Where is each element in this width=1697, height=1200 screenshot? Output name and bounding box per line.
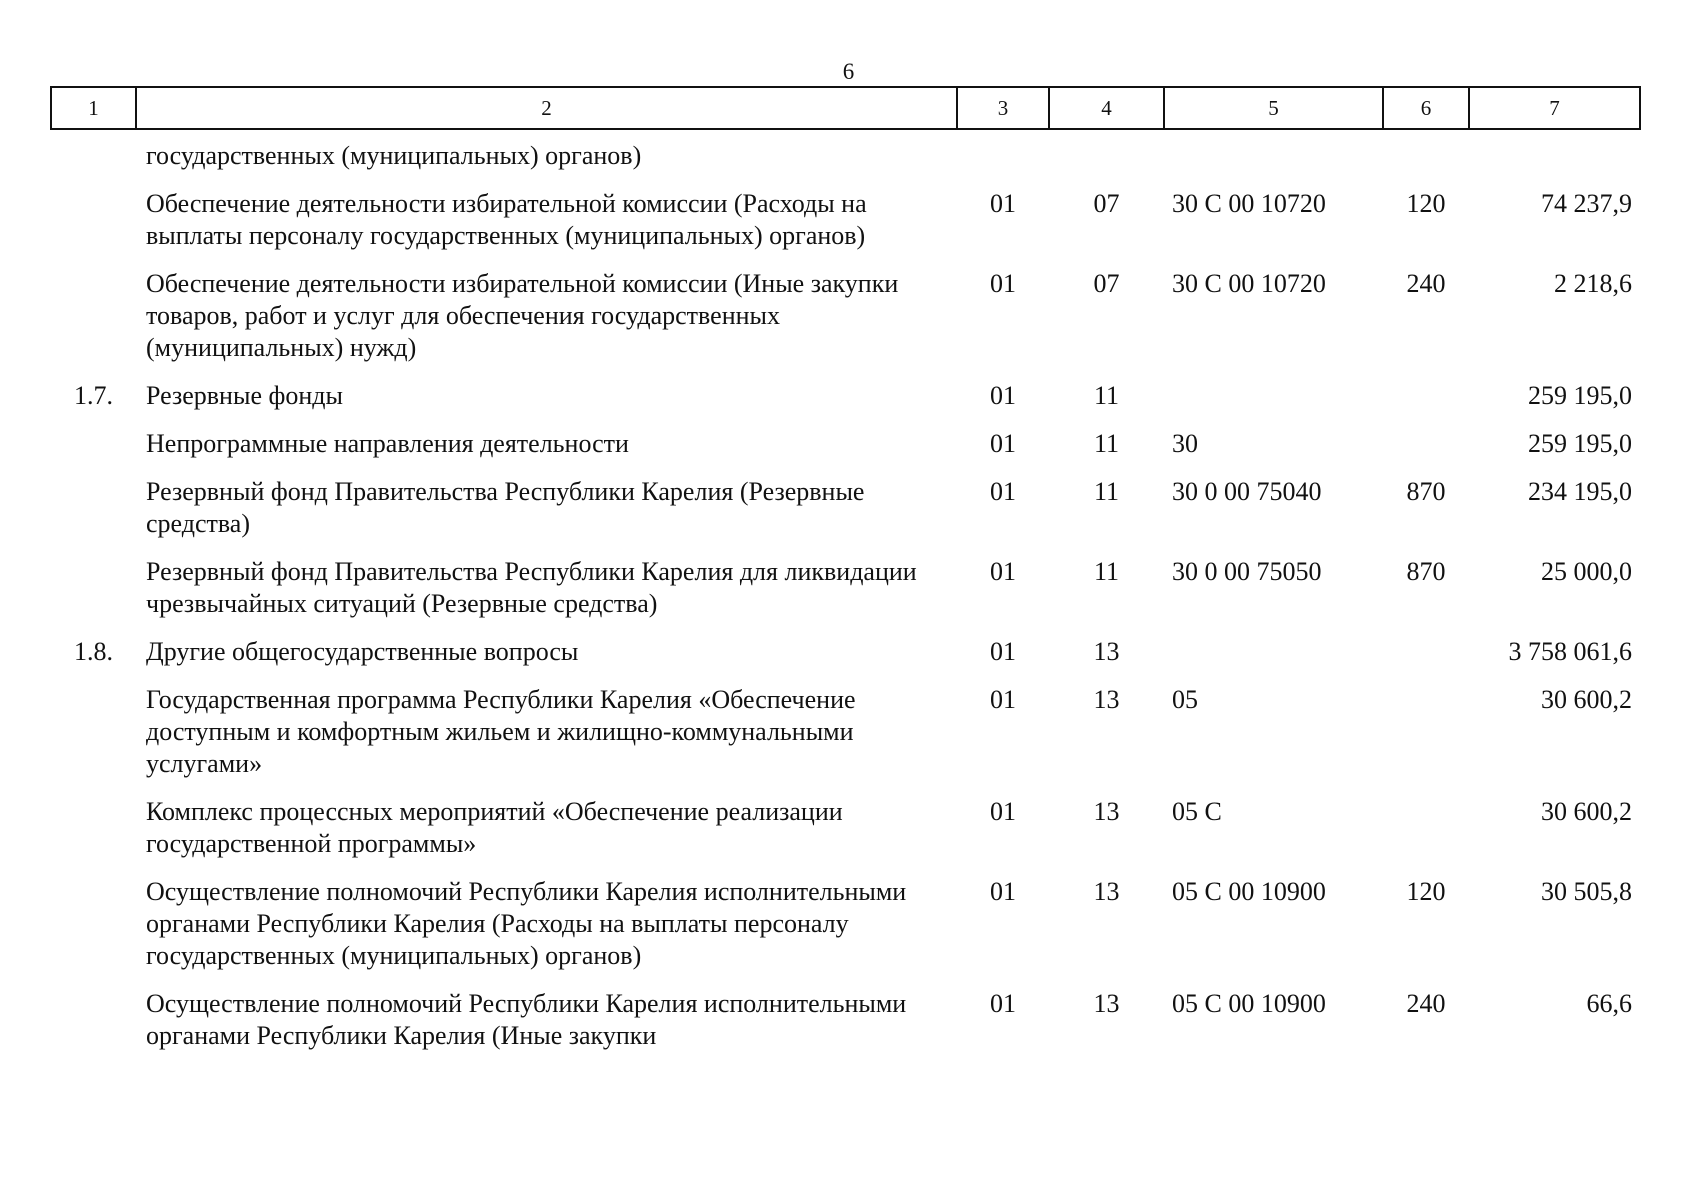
row-name: Резервный фонд Правительства Республики Карелия (Резервные средства) (146, 477, 865, 538)
row-expense-type: 240 (1406, 989, 1446, 1018)
header-col-2: 2 (136, 87, 957, 129)
header-col-5: 5 (1164, 87, 1383, 129)
row-amount: 259 195,0 (1528, 381, 1632, 410)
row-amount: 3 758 061,6 (1508, 637, 1632, 666)
table-row (51, 380, 1640, 428)
row-subsection: 11 (1093, 429, 1120, 458)
row-section: 01 (990, 989, 1016, 1018)
header-col-6: 6 (1383, 87, 1469, 129)
row-target-code: 05 С (1172, 797, 1222, 826)
header-col-7: 7 (1469, 87, 1640, 129)
row-expense-type (1383, 380, 1469, 428)
row-number (51, 796, 136, 876)
row-target-code: 05 С 00 10900 (1172, 877, 1326, 906)
row-name: Осуществление полномочий Республики Карелия исполнительными органами Республики Карелия (Расходы на выплаты персоналу государственных (муниципальных) органов) (146, 877, 907, 970)
header-col-1: 1 (51, 87, 136, 129)
row-name: государственных (муниципальных) органов) (146, 141, 642, 170)
row-target-code (1164, 129, 1383, 188)
row-amount: 66,6 (1586, 989, 1632, 1018)
table-row (51, 636, 1640, 684)
table-row (51, 556, 1640, 636)
row-name: Резервные фонды (146, 381, 343, 410)
row-subsection: 11 (1093, 557, 1120, 586)
row-section: 01 (990, 477, 1016, 506)
budget-table (50, 86, 1641, 1068)
row-subsection: 13 (1093, 877, 1120, 906)
table-body (51, 129, 1640, 1068)
row-target-code: 30 (1172, 429, 1198, 458)
row-expense-type: 870 (1406, 477, 1446, 506)
row-name: Другие общегосударственные вопросы (146, 637, 579, 666)
table-row (51, 684, 1640, 796)
row-name: Государственная программа Республики Карелия «Обеспечение доступным и комфортным жильем и жилищно-коммунальными услугами» (146, 685, 856, 778)
row-section: 01 (990, 381, 1016, 410)
row-subsection: 13 (1093, 797, 1120, 826)
row-target-code (1164, 636, 1383, 684)
row-name: Обеспечение деятельности избирательной комиссии (Расходы на выплаты персоналу государственных (муниципальных) органов) (146, 189, 867, 250)
row-number (51, 268, 136, 380)
row-section: 01 (990, 189, 1016, 218)
row-number (51, 428, 136, 476)
row-name: Осуществление полномочий Республики Карелия исполнительными органами Республики Карелия (Иные закупки (146, 989, 907, 1050)
header-col-4: 4 (1049, 87, 1164, 129)
row-number (51, 476, 136, 556)
row-number (51, 129, 136, 188)
row-amount: 74 237,9 (1541, 189, 1632, 218)
header-row (51, 87, 1640, 129)
row-expense-type: 240 (1406, 269, 1446, 298)
row-subsection: 07 (1093, 189, 1120, 218)
row-target-code (1164, 380, 1383, 428)
table-row (51, 876, 1640, 988)
row-name: Резервный фонд Правительства Республики Карелия для ликвидации чрезвычайных ситуаций (Резервные средства) (146, 557, 917, 618)
row-subsection (1049, 129, 1164, 188)
table-row (51, 188, 1640, 268)
row-number: 1.7. (74, 381, 113, 410)
row-section: 01 (990, 797, 1016, 826)
row-number: 1.8. (74, 637, 113, 666)
row-amount: 259 195,0 (1528, 429, 1632, 458)
row-subsection: 13 (1093, 989, 1120, 1018)
row-expense-type: 120 (1406, 877, 1446, 906)
page-number: 6 (842, 59, 855, 84)
row-number (51, 556, 136, 636)
table-row (51, 129, 1640, 188)
row-expense-type: 120 (1406, 189, 1446, 218)
row-amount: 234 195,0 (1528, 477, 1632, 506)
row-section: 01 (990, 877, 1016, 906)
row-number (51, 684, 136, 796)
row-section: 01 (990, 429, 1016, 458)
row-amount (1469, 129, 1640, 188)
row-expense-type (1383, 796, 1469, 876)
header-col-3: 3 (957, 87, 1049, 129)
row-target-code: 05 (1172, 685, 1198, 714)
row-section: 01 (990, 269, 1016, 298)
table-row (51, 428, 1640, 476)
row-target-code: 30 С 00 10720 (1172, 189, 1326, 218)
row-name: Обеспечение деятельности избирательной комиссии (Иные закупки товаров, работ и услуг для обеспечения государственных (муниципальных) нужд) (146, 269, 899, 362)
table-row (51, 796, 1640, 876)
row-amount: 30 600,2 (1541, 797, 1632, 826)
row-section: 01 (990, 557, 1016, 586)
row-amount: 25 000,0 (1541, 557, 1632, 586)
row-number (51, 188, 136, 268)
table-header (51, 87, 1640, 129)
row-subsection: 13 (1093, 637, 1120, 666)
row-number (51, 988, 136, 1068)
row-subsection: 11 (1093, 477, 1120, 506)
table-row (51, 476, 1640, 556)
row-subsection: 13 (1093, 685, 1120, 714)
row-expense-type (1383, 428, 1469, 476)
row-number (51, 876, 136, 988)
row-expense-type (1383, 636, 1469, 684)
row-expense-type (1383, 129, 1469, 188)
row-expense-type (1383, 684, 1469, 796)
row-expense-type: 870 (1406, 557, 1446, 586)
row-section: 01 (990, 685, 1016, 714)
row-subsection: 07 (1093, 269, 1120, 298)
row-name: Непрограммные направления деятельности (146, 429, 629, 458)
row-amount: 2 218,6 (1554, 269, 1632, 298)
row-target-code: 30 0 00 75050 (1172, 557, 1322, 586)
row-subsection: 11 (1093, 381, 1120, 410)
row-section: 01 (990, 637, 1016, 666)
row-name: Комплекс процессных мероприятий «Обеспечение реализации государственной программы» (146, 797, 843, 858)
row-target-code: 30 0 00 75040 (1172, 477, 1322, 506)
row-amount: 30 600,2 (1541, 685, 1632, 714)
row-amount: 30 505,8 (1541, 877, 1632, 906)
table-row (51, 268, 1640, 380)
row-section (957, 129, 1049, 188)
row-target-code: 30 С 00 10720 (1172, 269, 1326, 298)
table-row (51, 988, 1640, 1068)
row-target-code: 05 С 00 10900 (1172, 989, 1326, 1018)
